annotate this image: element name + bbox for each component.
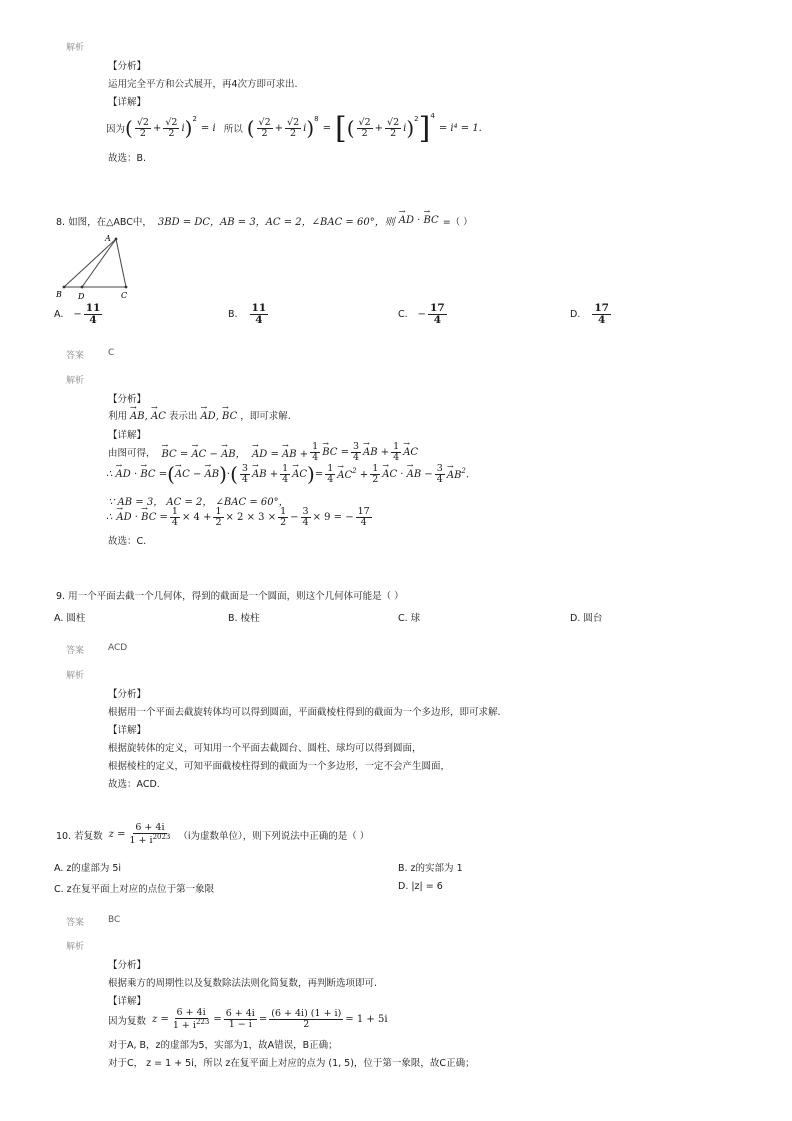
q8-detail-line4: ∴ → AD · → BC = $\frac{1}{4}$ × 4 + $\frac{1}{2}$ × 2 × 3 × $\frac{1}{2}$ − $\frac{3}{4}$ × 9 = − $\frac{17}{4}$	[106, 507, 374, 528]
q10-detail-line2: 对于A, B，z的虚部为5，实部为1，故A错误，B正确；	[108, 1040, 338, 1051]
q8-option-b-key: B.	[228, 309, 238, 321]
detail-heading: 【详解】	[108, 97, 147, 108]
q9-conclusion: 故选：ACD.	[108, 779, 160, 790]
q10-detail-heading: 【详解】	[108, 996, 147, 1007]
q8-triangle-figure	[54, 230, 144, 302]
q8-option-d[interactable]: D. $\frac{17}{4}$	[570, 302, 609, 327]
jiexi-label: 解析	[66, 43, 85, 53]
q8-jiexi-label: 解析	[66, 376, 85, 386]
q9-analysis-text: 根据用一个平面去截旋转体均可以得到圆面，平面截棱柱得到的截面为一个多边形，即可求解.	[108, 707, 501, 718]
top-equation: 因为 ( $\frac{√2}{2}$ + $\frac{√2}{2}$ i ) 2 = i 所以 ( $\frac{√2}{2}$ + $\frac{√2}{2}$ i ) 8 = [ ( $\frac{√2}{2}$ + $\frac{√2}{2}$ i ) 2 ] 4 = i⁴ = 1.	[106, 110, 482, 146]
q10-option-c[interactable]: C. z在复平面上对应的点位于第一象限	[54, 884, 215, 895]
fig-label-b: B	[56, 290, 62, 299]
q9-option-a[interactable]: A. 圆柱	[54, 613, 86, 624]
q9-detail-line1: 根据旋转体的定义，可知用一个平面去截圆台、圆柱、球均可以得到圆面，	[108, 743, 422, 754]
q9-analysis-heading: 【分析】	[108, 689, 147, 700]
q9-jiexi-label: 解析	[66, 671, 85, 681]
q8-option-a-sign: −	[73, 309, 82, 321]
fig-label-a: A	[105, 234, 111, 243]
q9-answer-label: 答案	[66, 646, 85, 656]
top-conclusion: 故选：B.	[108, 153, 147, 164]
fig-label-d: D	[78, 292, 85, 301]
q10-detail-line1: 因为复数 z = $\frac{6 + 4i}{1 + i^{223}}$ = $\frac{6 + 4i}{1 - i}$ = $\frac{(6 + 4i) (1 + i)}{2}$ = 1 + 5i	[108, 1007, 388, 1032]
q10-option-a[interactable]: A. z的虚部为 5i	[54, 863, 122, 874]
q8-option-a[interactable]: A. − $\frac{11}{4}$	[54, 302, 101, 327]
q9-detail-heading: 【详解】	[108, 725, 147, 736]
q10-detail-line3: 对于C， z = 1 + 5i，所以 z在复平面上对应的点为 (1, 5)，位于第一象限，故C正确；	[108, 1058, 475, 1069]
q10-answer-label: 答案	[66, 918, 85, 928]
q8-answer: C	[108, 348, 115, 358]
q8-detail-line2: ∴ → AD · → BC = ( → AC − → AB ) · ( $\frac{3}{4}$ → AB + $\frac{1}{4}$ → AC ) = $\frac{1}{4}$ → $AC^2$ + $\frac{1}{2}$ → AC · → AB − $\frac{3}{4}$ → $AB^2$.	[106, 462, 469, 486]
q10-stem: 10. 若复数 z = $\frac{6 + 4i}{1 + i^{2023}}$ （i为虚数单位），则下列说法中正确的是（ ）	[56, 822, 370, 847]
q8-stem: 8. 如图，在△ABC中， 3BD = DC，AB = 3，AC = 2，∠BAC = 60°，则 → AD · → BC =（ ）	[56, 213, 473, 228]
q10-jiexi-label: 解析	[66, 942, 85, 952]
q8-answer-label: 答案	[66, 351, 85, 361]
q9-detail-line2: 根据棱柱的定义，可知平面截棱柱得到的截面为一个多边形，一定不会产生圆面，	[108, 761, 451, 772]
q8-stem-math: 3BD = DC，AB = 3，AC = 2，∠BAC = 60°，则	[157, 217, 395, 228]
q8-option-c-key: C.	[398, 309, 408, 321]
q8-detail-line1: 由图可得， → BC = → AC − → AB， → AD = → AB + $\frac{1}{4}$ → BC = $\frac{3}{4}$ → AB + $\frac{1}{4}$ → AC	[108, 442, 418, 463]
q9-option-d[interactable]: D. 圆台	[570, 613, 603, 624]
q10-analysis-text: 根据乘方的周期性以及复数除法法则化简复数，再判断选项即可.	[108, 978, 378, 989]
q8-option-c-sign: −	[417, 309, 427, 321]
q10-option-b[interactable]: B. z的实部为 1	[398, 863, 463, 874]
q8-option-b[interactable]: B. $\frac{11}{4}$	[228, 302, 267, 327]
q10-answer: BC	[108, 915, 121, 925]
q8-option-c[interactable]: C. − $\frac{17}{4}$	[398, 302, 445, 327]
q8-analysis-text: 利用 → AB, → AC 表示出 → AD, → BC ，即可求解.	[108, 408, 291, 422]
q9-answer: ACD	[108, 643, 128, 653]
top-eq-result1: = i	[200, 122, 216, 134]
q9-stem: 9. 用一个平面去截一个几何体，得到的截面是一个圆面，则这个几何体可能是（ ）	[56, 591, 404, 602]
q8-detail-line3: ∵ AB = 3， AC = 2， ∠BAC = 60°，	[108, 497, 289, 508]
top-eq-mid: 所以	[223, 124, 243, 135]
q8-stem-end: =（ ）	[442, 216, 473, 228]
fig-label-c: C	[121, 291, 128, 300]
q10-option-d[interactable]: D. |z| = 6	[398, 881, 443, 892]
q8-option-d-key: D.	[570, 309, 581, 321]
analysis-heading: 【分析】	[108, 61, 147, 72]
q10-analysis-heading: 【分析】	[108, 960, 147, 971]
q8-detail-heading: 【详解】	[108, 430, 147, 441]
q8-stem-prefix: 8. 如图，在△ABC中，	[56, 216, 152, 228]
q8-analysis-heading: 【分析】	[108, 394, 147, 405]
q8-option-a-key: A.	[54, 309, 64, 321]
analysis-text: 运用完全平方和公式展开，再4次方即可求出.	[108, 79, 298, 90]
top-eq-intro: 因为	[106, 124, 126, 135]
q9-option-c[interactable]: C. 球	[398, 613, 421, 624]
q9-option-b[interactable]: B. 棱柱	[228, 613, 260, 624]
top-eq-result2: = i⁴ = 1.	[438, 122, 482, 134]
q8-conclusion: 故选：C.	[108, 536, 147, 547]
